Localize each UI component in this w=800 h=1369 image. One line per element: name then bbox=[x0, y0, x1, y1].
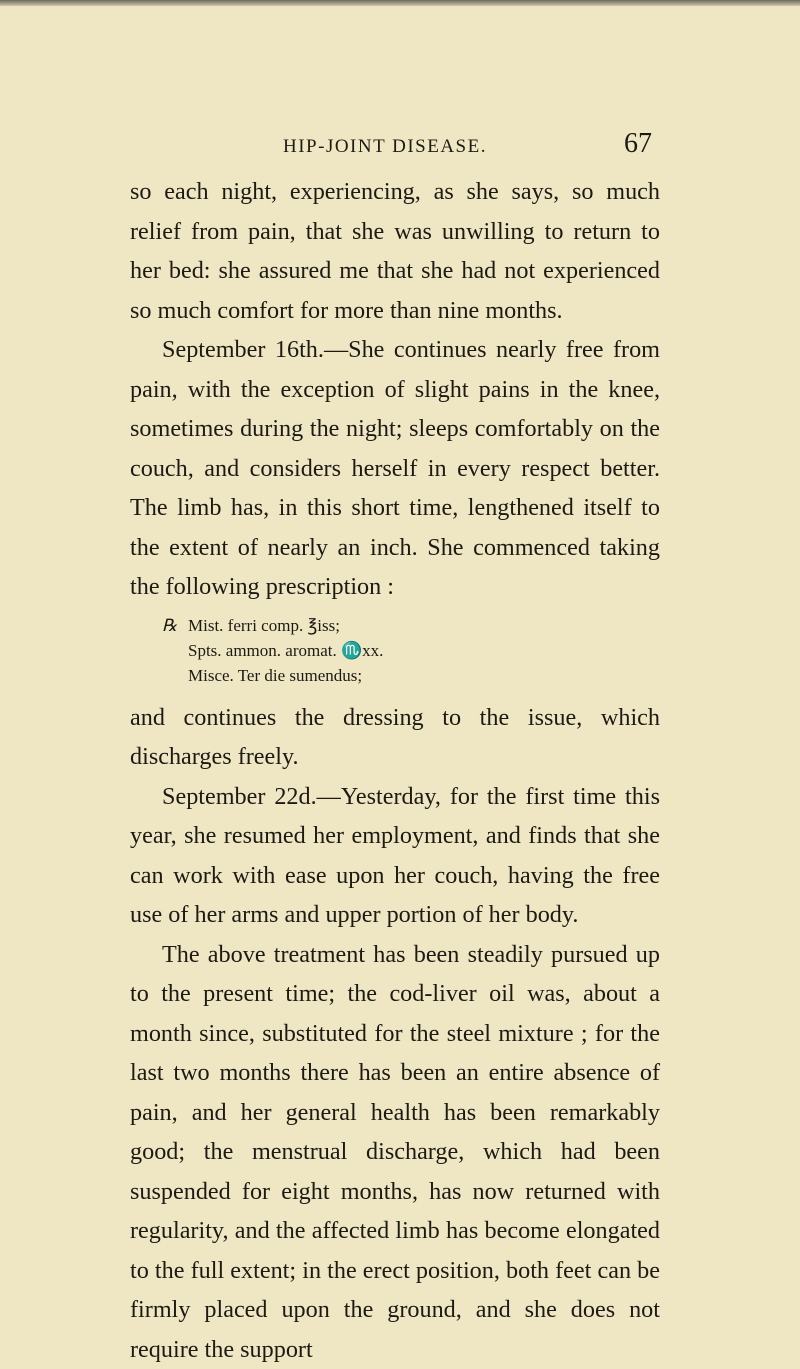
running-head: HIP-JOINT DISEASE. bbox=[283, 136, 487, 158]
paragraph-continuation: so each night, experiencing, as she says, so much relief from pain, that she was unwilling to return to her bed: she assured me that she had not experienced so much comfort for more than nine months. bbox=[130, 172, 660, 330]
prescription-line-1-text: Mist. ferri comp. ℥iss; bbox=[188, 616, 340, 635]
prescription bbox=[162, 613, 660, 688]
paragraph-september-22: September 22d.—Yesterday, for the first time this year, she resumed her employment, and finds that she can work with ease upon her couch, having the free use of her arms and upper portion of her body. bbox=[130, 777, 660, 935]
prescription-line-1 bbox=[162, 613, 660, 638]
prescription-line-2: Spts. ammon. aromat. ♏xx. bbox=[162, 638, 660, 663]
prescription-line-3: Misce. Ter die sumendus; bbox=[162, 663, 660, 688]
recipe-symbol: ℞ bbox=[162, 613, 188, 638]
page-number: 67 bbox=[624, 128, 652, 160]
paragraph-dressing: and continues the dressing to the issue, which discharges freely. bbox=[130, 698, 660, 777]
paragraph-treatment: The above treatment has been steadily pursued up to the present time; the cod-liver oil was, about a month since, substituted for the steel mixture ; for the last two months there has been an entire absence of pain, and her general health has been remarkably good; the menstrual discharge, which had been suspended for eight months, has now returned with regularity, and the affected limb has become elongated to the full extent; in the erect position, both feet can be firmly placed upon the ground, and she does not require the support bbox=[130, 935, 660, 1369]
paragraph-september-16: September 16th.—She continues nearly free from pain, with the exception of slight pains in the knee, sometimes during the night; sleeps comfortably on the couch, and considers herself in every respect better. The limb has, in this short time, lengthened itself to the extent of nearly an inch. She commenced taking the following prescription : bbox=[130, 330, 660, 607]
body-text bbox=[130, 172, 660, 1369]
